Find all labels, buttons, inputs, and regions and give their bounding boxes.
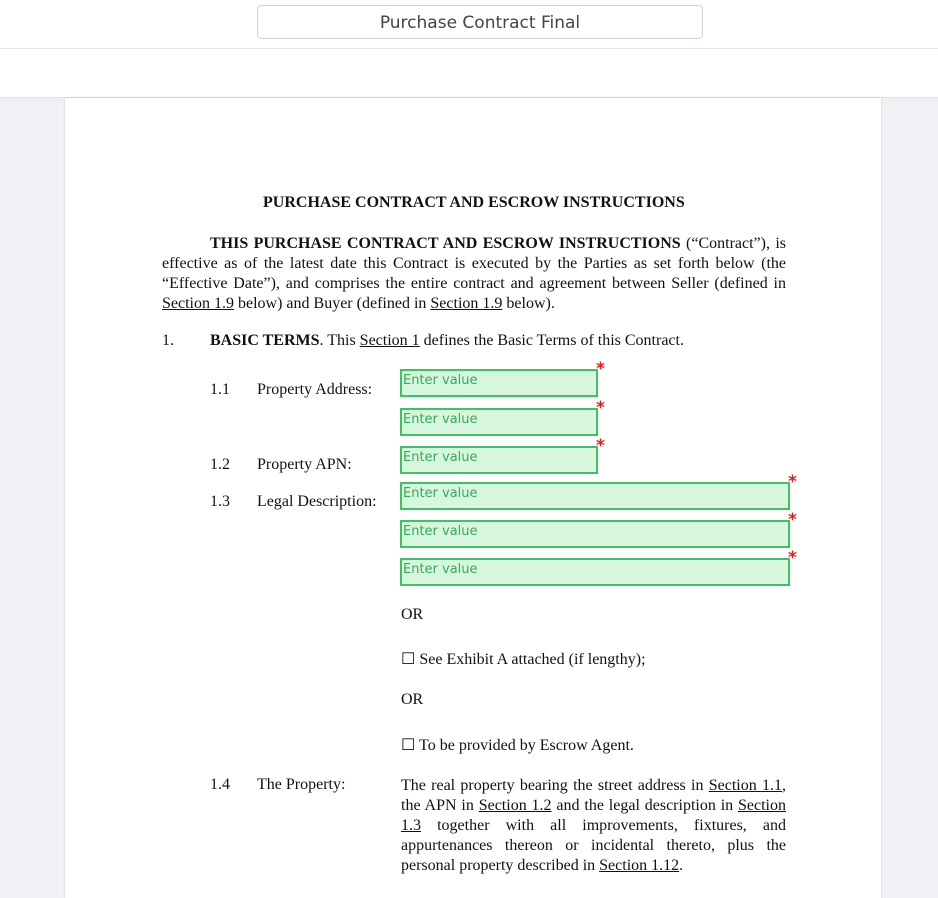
- legal-description-field-1[interactable]: Enter value: [400, 482, 790, 510]
- legal-description-field-3[interactable]: Enter value: [400, 558, 790, 586]
- intro-text-2: below) and Buyer (defined in: [234, 295, 431, 312]
- required-marker: *: [788, 548, 797, 568]
- legal-description-field-2[interactable]: Enter value: [400, 520, 790, 548]
- item-1-3-number: 1.3: [210, 493, 230, 510]
- escrow-agent-checkbox-option[interactable]: ☐ To be provided by Escrow Agent.: [401, 737, 634, 754]
- section-1-text-b: defines the Basic Terms of this Contract.: [419, 332, 684, 349]
- section-1-text-a: . This: [319, 332, 360, 349]
- intro-text-3: below).: [502, 295, 555, 312]
- top-bar: [0, 0, 938, 49]
- item-1-3-label: Legal Description:: [257, 493, 377, 510]
- item-1-2-number: 1.2: [210, 456, 230, 473]
- property-text-4: together with all improvements, fixtures, and appurtenances thereon or incidental thereto, plus the personal property described in: [401, 817, 786, 874]
- intro-ref-2: Section 1.9: [430, 295, 503, 312]
- item-1-1-number: 1.1: [210, 381, 230, 398]
- property-text-3: and the legal description in: [551, 797, 738, 814]
- intro-lead: THIS PURCHASE CONTRACT AND ESCROW INSTRUCTIONS: [210, 235, 681, 252]
- document-page: [65, 98, 881, 898]
- toolbar: [0, 49, 938, 98]
- property-ref-1: Section 1.1: [708, 777, 783, 794]
- property-ref-4: Section 1.12: [599, 857, 680, 874]
- or-label: OR: [401, 606, 424, 623]
- exhibit-a-checkbox-option[interactable]: ☐ See Exhibit A attached (if lengthy);: [401, 651, 646, 668]
- section-1-number: 1.: [162, 332, 174, 349]
- item-1-4-number: 1.4: [210, 776, 230, 793]
- document-title-field[interactable]: Purchase Contract Final: [257, 5, 703, 39]
- section-1-ref: Section 1: [359, 332, 420, 349]
- property-ref-2: Section 1.2: [478, 797, 552, 814]
- contract-heading: PURCHASE CONTRACT AND ESCROW INSTRUCTIONS: [263, 194, 685, 211]
- required-marker: *: [596, 398, 605, 418]
- property-text-1: The real property bearing the street address in: [401, 777, 709, 794]
- property-text-5: .: [679, 857, 684, 874]
- property-ref-3: Section 1.3: [401, 797, 786, 834]
- intro-paragraph: [162, 234, 786, 314]
- required-marker: *: [596, 436, 605, 456]
- required-marker: *: [788, 472, 797, 492]
- item-1-1-label: Property Address:: [257, 381, 373, 398]
- or-label: OR: [401, 691, 424, 708]
- required-marker: *: [596, 359, 605, 379]
- property-text-2: , the APN in: [401, 777, 787, 814]
- item-1-4-label: The Property:: [257, 776, 346, 793]
- property-definition-paragraph: [401, 776, 786, 876]
- property-address-field-2[interactable]: Enter value: [400, 408, 598, 436]
- required-marker: *: [788, 510, 797, 530]
- section-1-heading: [210, 332, 684, 350]
- intro-ref-1: Section 1.9: [162, 295, 234, 312]
- property-address-field-1[interactable]: Enter value: [400, 369, 598, 397]
- intro-text-1: (“Contract”), is effective as of the latest date this Contract is executed by the Parties as set forth below (the “Effective Date”), and comprises the entire contract and agreement between Seller (defined in: [162, 235, 787, 292]
- section-1-title: BASIC TERMS: [210, 332, 320, 349]
- property-apn-field[interactable]: Enter value: [400, 446, 598, 474]
- item-1-2-label: Property APN:: [257, 456, 352, 473]
